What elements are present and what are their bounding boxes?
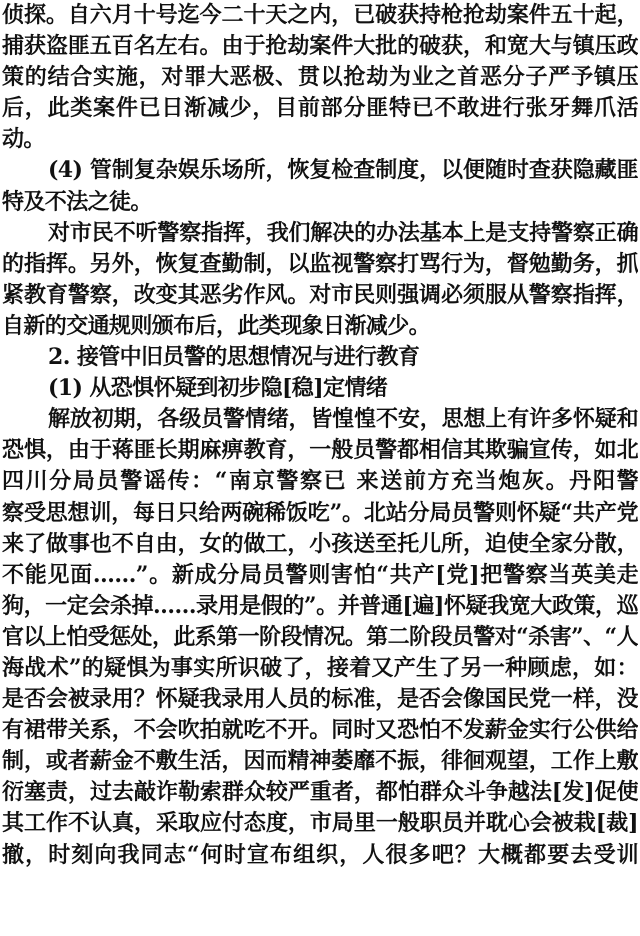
text-line: 策的结合实施，对罪大恶极、贯以抢劫为业之首恶分子严予镇压	[2, 64, 638, 91]
text-line: 来了做事也不自由，女的做工，小孩送至托儿所，迫使全家分散，	[2, 530, 638, 557]
text-line: 恐惧，由于蒋匪长期麻痹教育，一般员警都相信其欺骗宣传，如北	[2, 437, 638, 464]
text-line: 制，或者薪金不敷生活，因而精神萎靡不振，徘徊观望，工作上敷	[2, 748, 638, 775]
text-line: 四川分局员警谣传：“南京警察已 来送前方充当炮灰。丹阳警	[2, 468, 638, 495]
text-line: 撤，时刻向我同志“何时宣布组织，人很多吧？大概都要去受训	[2, 841, 638, 868]
text-line: (4) 管制复杂娱乐场所，恢复检查制度，以便随时查获隐藏匪	[48, 157, 638, 184]
text-line: 狗，一定会杀掉……录用是假的”。并普通[遍]怀疑我宽大政策，巡	[2, 592, 638, 619]
section-heading: 2. 接管中旧员警的思想情况与进行教育	[48, 344, 420, 371]
text-line: 自新的交通规则颁布后，此类现象日渐减少。	[2, 312, 431, 339]
text-line: 对市民不听警察指挥，我们解决的办法基本上是支持警察正确	[48, 219, 638, 246]
text-line: 紧教育警察，改变其恶劣作风。对市民则强调必须服从警察指挥，	[2, 281, 638, 308]
text-line: 解放初期，各级员警情绪，皆惶惶不安，思想上有许多怀疑和	[48, 406, 638, 433]
text-line: 不能见面……”。新成分局员警则害怕“共产[党]把警察当英美走	[2, 561, 638, 588]
subsection-heading: (1) 从恐惧怀疑到初步隐[稳]定情绪	[48, 375, 388, 402]
text-line: 特及不法之徒。	[2, 188, 152, 215]
text-line: 侦探。自六月十号迄今二十天之内，已破获持枪抢劫案件五十起，	[2, 2, 638, 28]
text-line: 官以上怕受惩处，此系第一阶段情况。第二阶段员警对“杀害”、“人	[2, 623, 638, 650]
text-line: 衍塞责，过去敲诈勒索群众较严重者，都怕群众斗争越法[发]促使	[2, 779, 638, 806]
text-line: 捕获盗匪五百名左右。由于抢劫案件大批的破获，和宽大与镇压政	[2, 33, 638, 60]
text-line: 的指挥。另外，恢复查勤制，以监视警察打骂行为，督勉勤务，抓	[2, 250, 638, 277]
text-line: 有裙带关系，不会吹拍就吃不开。同时又恐怕不发薪金实行公供给	[2, 717, 638, 744]
text-line: 察受思想训，每日只给两碗稀饭吃”。北站分局员警则怀疑“共产党	[2, 499, 638, 526]
text-line: 动。	[2, 126, 45, 153]
text-line: 其工作不认真，采取应付态度，市局里一般职员并耽心会被栽[裁]	[2, 810, 638, 837]
text-line: 后，此类案件已日渐减少，目前部分匪特已不敢进行张牙舞爪活	[2, 95, 638, 122]
text-line: 海战术”的疑惧为事实所识破了，接着又产生了另一种顾虑，如：	[2, 654, 638, 681]
text-line: 是否会被录用？怀疑我录用人员的标准，是否会像国民党一样，没	[2, 686, 638, 713]
